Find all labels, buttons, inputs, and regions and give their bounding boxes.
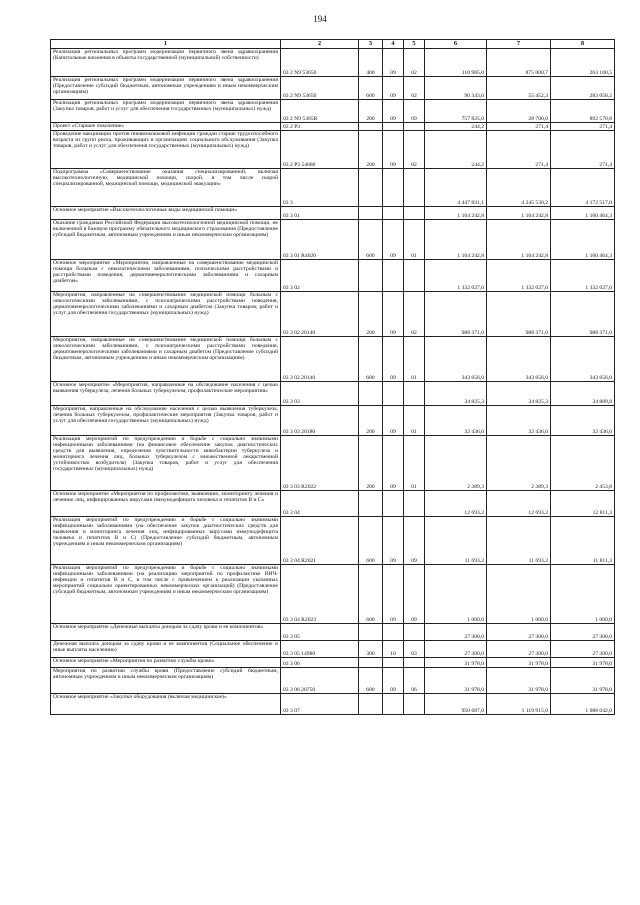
header-cell: 2 bbox=[281, 40, 359, 49]
row-code-cell: 03 3 02 20140 bbox=[281, 337, 359, 382]
row-rz-cell: 09 bbox=[383, 77, 404, 100]
row-amount-2022-cell: 1 160 464,3 bbox=[551, 207, 615, 220]
row-amount-2020-cell: 343 656,0 bbox=[425, 337, 487, 382]
row-rz-cell: 09 bbox=[383, 337, 404, 382]
row-pr-cell bbox=[404, 491, 425, 517]
table-row bbox=[51, 77, 615, 100]
row-rz-cell: 09 bbox=[383, 436, 404, 491]
row-amount-2021-cell: 1 164 242,8 bbox=[487, 207, 551, 220]
row-amount-2020-cell: 31 978,0 bbox=[425, 658, 487, 668]
row-name-cell: Мероприятия по развитию службы крови (Предоставление субсидий бюджетным, автономным учреждениям и иным некоммерческим организациям) bbox=[51, 668, 281, 694]
row-amount-2022-cell: 1 000,0 bbox=[551, 565, 615, 624]
row-amount-2022-cell: 31 978,0 bbox=[551, 658, 615, 668]
row-name-cell: Реализация региональных программ модернизации первичного звена здравоохранения (Предоставление субсидий бюджетным, автономным учреждениям и иным некоммерческим организациям) bbox=[51, 77, 281, 100]
row-name-cell: Подпрограмма «Совершенствование оказания специализированной, включая высокотехнологичную, медицинской помощи, скорой, в том числе скорой специализированной, медицинской помощи, медицинской эвакуации» bbox=[51, 169, 281, 207]
row-pr-cell: 09 bbox=[404, 517, 425, 565]
row-code-cell: 03 2 P3 bbox=[281, 123, 359, 131]
row-vr-cell: 200 bbox=[359, 406, 383, 436]
row-pr-cell: 01 bbox=[404, 220, 425, 260]
row-amount-2020-cell: 950 687,0 bbox=[425, 694, 487, 715]
row-vr-cell bbox=[359, 491, 383, 517]
row-pr-cell: 09 bbox=[404, 565, 425, 624]
row-vr-cell: 600 bbox=[359, 220, 383, 260]
row-amount-2021-cell: 11 693,2 bbox=[487, 517, 551, 565]
row-amount-2021-cell: 27 300,0 bbox=[487, 641, 551, 658]
row-code-cell: 03 3 bbox=[281, 169, 359, 207]
row-vr-cell: 300 bbox=[359, 641, 383, 658]
row-amount-2021-cell: 28 700,0 bbox=[487, 100, 551, 123]
row-pr-cell: 01 bbox=[404, 436, 425, 491]
row-vr-cell bbox=[359, 694, 383, 715]
row-amount-2021-cell: 32 436,0 bbox=[487, 406, 551, 436]
row-amount-2021-cell: 1 119 915,0 bbox=[487, 694, 551, 715]
row-code-cell: 03 3 07 bbox=[281, 694, 359, 715]
row-amount-2020-cell: 32 436,0 bbox=[425, 406, 487, 436]
row-rz-cell bbox=[383, 207, 404, 220]
page-number: 194 bbox=[313, 14, 327, 24]
table-row bbox=[51, 406, 615, 436]
row-name-cell: Основное мероприятие «Мероприятия по профилактике, выявлению, мониторингу лечения и лечению лиц, инфицированных вирусами иммунодефицита человека и гепатитов В и С» bbox=[51, 491, 281, 517]
row-name-cell: Основное мероприятие «Закупки оборудования (включая медицинское)» bbox=[51, 694, 281, 715]
row-vr-cell: 200 bbox=[359, 292, 383, 337]
row-vr-cell bbox=[359, 624, 383, 641]
row-rz-cell: 09 bbox=[383, 131, 404, 169]
header-cell: 7 bbox=[487, 40, 551, 49]
row-rz-cell: 09 bbox=[383, 565, 404, 624]
row-code-cell: 03 3 04 R2023 bbox=[281, 565, 359, 624]
row-vr-cell: 600 bbox=[359, 565, 383, 624]
row-amount-2021-cell: 1 332 027,0 bbox=[487, 260, 551, 292]
row-amount-2022-cell: 1 088 042,0 bbox=[551, 694, 615, 715]
row-vr-cell: 200 bbox=[359, 131, 383, 169]
row-amount-2020-cell: 2 389,3 bbox=[425, 436, 487, 491]
table-row bbox=[51, 123, 615, 131]
row-vr-cell bbox=[359, 207, 383, 220]
row-name-cell: Проведение вакцинации против пневмококковой инфекции граждан старше трудоспособного возраста из групп риска, проживающих в организациях социального обслуживания (Закупка товаров, работ и услуг для обеспечения государственных (муниципальных) нужд) bbox=[51, 131, 281, 169]
row-amount-2020-cell: 34 825,3 bbox=[425, 382, 487, 406]
header-cell: 4 bbox=[383, 40, 404, 49]
row-code-cell: 03 3 03 bbox=[281, 382, 359, 406]
row-amount-2021-cell: 12 693,2 bbox=[487, 491, 551, 517]
row-amount-2021-cell: 271,4 bbox=[487, 131, 551, 169]
row-amount-2022-cell: 343 656,0 bbox=[551, 337, 615, 382]
row-amount-2021-cell: 31 978,0 bbox=[487, 658, 551, 668]
row-name-cell: Реализация региональных программ модернизации первичного звена здравоохранения (Капитальные вложения в объекты государственной (муниципальной) собственности) bbox=[51, 49, 281, 77]
row-vr-cell bbox=[359, 123, 383, 131]
row-amount-2021-cell: 4 245 530,2 bbox=[487, 169, 551, 207]
table-row bbox=[51, 694, 615, 715]
row-name-cell: Основное мероприятие «Мероприятия, направленные на обследование населения с целью выявления туберкулеза, лечения больных туберкулезом, профилактические мероприятия» bbox=[51, 382, 281, 406]
row-name-cell: Проект «Старшее поколение» bbox=[51, 123, 281, 131]
row-amount-2022-cell: 988 371,0 bbox=[551, 292, 615, 337]
row-amount-2020-cell: 988 371,0 bbox=[425, 292, 487, 337]
row-amount-2022-cell: 12 811,3 bbox=[551, 491, 615, 517]
row-name-cell: Реализация мероприятий по предупреждению и борьбе с социально значимыми инфекционными заболеваниями (на финансовое обеспечение закупок диагностических средств для выявления, определения чувствительности микобактерии туберкулеза и мониторинга лечения лиц, больных туберкулезом с множественной лекарственной устойчивостью возбудителя) (Закупка товаров, работ и услуг для обеспечения государственных (муниципальных) нужд) bbox=[51, 436, 281, 491]
row-amount-2020-cell: 1 164 242,8 bbox=[425, 220, 487, 260]
row-amount-2020-cell: 1 000,0 bbox=[425, 565, 487, 624]
table-header-row bbox=[51, 40, 615, 49]
row-pr-cell bbox=[404, 169, 425, 207]
row-amount-2022-cell: 32 436,0 bbox=[551, 406, 615, 436]
table-row bbox=[51, 207, 615, 220]
table-row bbox=[51, 100, 615, 123]
row-pr-cell: 03 bbox=[404, 641, 425, 658]
row-name-cell: Основное мероприятие «Мероприятия, направленные на совершенствование медицинской помощи больным с онкологическими заболеваниями, психическими расстройствами и расстройствами поведения, дерматовенерологическими заболеваниями и сахарным диабетом» bbox=[51, 260, 281, 292]
row-code-cell: 03 2 N9 5365R bbox=[281, 100, 359, 123]
row-code-cell: 03 3 01 R4020 bbox=[281, 220, 359, 260]
row-amount-2022-cell: 1 160 464,3 bbox=[551, 220, 615, 260]
row-name-cell: Основное мероприятие «Высокотехнологичные виды медицинской помощи» bbox=[51, 207, 281, 220]
row-code-cell: 03 3 05 bbox=[281, 624, 359, 641]
header-cell: 3 bbox=[359, 40, 383, 49]
row-pr-cell: 06 bbox=[404, 668, 425, 694]
row-amount-2020-cell: 12 693,2 bbox=[425, 491, 487, 517]
row-amount-2021-cell: 343 656,0 bbox=[487, 337, 551, 382]
table-row bbox=[51, 565, 615, 624]
row-rz-cell bbox=[383, 658, 404, 668]
row-pr-cell bbox=[404, 207, 425, 220]
row-amount-2022-cell: 283 058,2 bbox=[551, 77, 615, 100]
header-cell: 8 bbox=[551, 40, 615, 49]
row-amount-2020-cell: 110 985,0 bbox=[425, 49, 487, 77]
row-amount-2020-cell: 757 825,0 bbox=[425, 100, 487, 123]
row-vr-cell: 600 bbox=[359, 668, 383, 694]
row-name-cell: Мероприятия, направленные на обследование населения с целью выявления туберкулеза, лечения больных туберкулезом, профилактические мероприятия (Закупка товаров, работ и услуг для обеспечения государственных (муниципальных) нужд) bbox=[51, 406, 281, 436]
row-pr-cell bbox=[404, 260, 425, 292]
row-amount-2020-cell: 4 447 831,1 bbox=[425, 169, 487, 207]
row-code-cell: 03 3 02 bbox=[281, 260, 359, 292]
header-cell: 1 bbox=[51, 40, 281, 49]
row-name-cell: Оказание гражданам Российской Федерации высокотехнологичной медицинской помощи, не включенной в базовую программу обязательного медицинского страхования (Предоставление субсидий бюджетным, автономным учреждениям и иным некоммерческим организациям) bbox=[51, 220, 281, 260]
row-rz-cell bbox=[383, 382, 404, 406]
table-row bbox=[51, 337, 615, 382]
row-name-cell: Мероприятия, направленные на совершенствование медицинской помощи больным с онкологическими заболеваниями, с психиатрическими расстройствами поведения, дерматовенерологическими заболеваниями и сахарным диабетом (Предоставление субсидий бюджетным, автономным учреждениям и иным некоммерческим организациям) bbox=[51, 337, 281, 382]
table-row bbox=[51, 131, 615, 169]
row-vr-cell: 600 bbox=[359, 337, 383, 382]
row-vr-cell: 400 bbox=[359, 49, 383, 77]
row-pr-cell bbox=[404, 658, 425, 668]
row-amount-2020-cell: 27 300,0 bbox=[425, 641, 487, 658]
row-pr-cell: 02 bbox=[404, 131, 425, 169]
row-pr-cell: 09 bbox=[404, 100, 425, 123]
row-rz-cell bbox=[383, 624, 404, 641]
row-amount-2022-cell: 27 300,0 bbox=[551, 624, 615, 641]
table-row bbox=[51, 169, 615, 207]
row-amount-2022-cell: 263 100,5 bbox=[551, 49, 615, 77]
row-vr-cell: 600 bbox=[359, 77, 383, 100]
row-pr-cell bbox=[404, 123, 425, 131]
row-amount-2020-cell: 11 693,2 bbox=[425, 517, 487, 565]
row-vr-cell: 600 bbox=[359, 517, 383, 565]
row-rz-cell bbox=[383, 491, 404, 517]
row-amount-2022-cell: 1 332 027,0 bbox=[551, 260, 615, 292]
row-rz-cell bbox=[383, 123, 404, 131]
row-rz-cell: 09 bbox=[383, 220, 404, 260]
row-rz-cell: 10 bbox=[383, 641, 404, 658]
row-amount-2022-cell: 2 453,8 bbox=[551, 436, 615, 491]
row-vr-cell bbox=[359, 169, 383, 207]
row-rz-cell: 09 bbox=[383, 406, 404, 436]
row-pr-cell: 01 bbox=[404, 337, 425, 382]
row-amount-2021-cell: 1 000,0 bbox=[487, 565, 551, 624]
row-vr-cell: 200 bbox=[359, 436, 383, 491]
row-code-cell: 03 3 03 20180 bbox=[281, 406, 359, 436]
row-amount-2022-cell: 271,4 bbox=[551, 123, 615, 131]
row-amount-2020-cell: 90 343,0 bbox=[425, 77, 487, 100]
row-code-cell: 03 3 04 R2021 bbox=[281, 517, 359, 565]
row-code-cell: 03 3 05 14980 bbox=[281, 641, 359, 658]
row-amount-2022-cell: 892 570,8 bbox=[551, 100, 615, 123]
table-row bbox=[51, 517, 615, 565]
table-row bbox=[51, 220, 615, 260]
row-amount-2022-cell: 271,4 bbox=[551, 131, 615, 169]
row-amount-2022-cell: 34 889,8 bbox=[551, 382, 615, 406]
table-row bbox=[51, 260, 615, 292]
row-amount-2020-cell: 27 300,0 bbox=[425, 624, 487, 641]
row-pr-cell bbox=[404, 624, 425, 641]
row-amount-2021-cell: 271,4 bbox=[487, 123, 551, 131]
row-rz-cell: 09 bbox=[383, 517, 404, 565]
row-vr-cell bbox=[359, 382, 383, 406]
row-rz-cell bbox=[383, 260, 404, 292]
row-name-cell: Денежная выплата донорам за сдачу крови и ее компонентов (Социальное обеспечение и иные выплаты населению) bbox=[51, 641, 281, 658]
row-rz-cell bbox=[383, 169, 404, 207]
row-rz-cell: 09 bbox=[383, 292, 404, 337]
row-amount-2022-cell: 31 978,0 bbox=[551, 668, 615, 694]
table-row bbox=[51, 292, 615, 337]
row-amount-2020-cell: 244,2 bbox=[425, 131, 487, 169]
row-amount-2021-cell: 1 164 242,8 bbox=[487, 220, 551, 260]
row-pr-cell: 02 bbox=[404, 292, 425, 337]
row-amount-2021-cell: 34 825,3 bbox=[487, 382, 551, 406]
row-pr-cell bbox=[404, 382, 425, 406]
row-amount-2021-cell: 27 300,0 bbox=[487, 624, 551, 641]
row-name-cell: Мероприятия, направленные на совершенствование медицинской помощи больным с онкологическими заболеваниями, с психиатрическими расстройствами поведения, дерматовенерологическими заболеваниями и сахарным диабетом (Закупка товаров, работ и услуг для обеспечения государственных (муниципальных) нужд) bbox=[51, 292, 281, 337]
table-row bbox=[51, 668, 615, 694]
row-amount-2021-cell: 2 389,3 bbox=[487, 436, 551, 491]
row-amount-2020-cell: 31 978,0 bbox=[425, 668, 487, 694]
row-code-cell: 03 2 N9 53650 bbox=[281, 49, 359, 77]
row-name-cell: Реализация мероприятий по предупреждению и борьбе с социально значимыми инфекционными заболеваниями (на обеспечение закупок диагностических средств для выявления и мониторинга лечения лиц, инфицированных вирусами иммунодефицита человека и гепатитов В и С) (Предоставление субсидий бюджетным, автономным учреждениям и иным некоммерческим организациям) bbox=[51, 517, 281, 565]
row-amount-2021-cell: 31 978,0 bbox=[487, 668, 551, 694]
row-rz-cell bbox=[383, 694, 404, 715]
row-name-cell: Реализация мероприятий по предупреждению и борьбе с социально значимыми инфекционными заболеваниями (на реализацию мероприятий по профилактике ВИЧ-инфекции и гепатитов В и С, в том числе с привлечением к реализации указанных мероприятий социально ориентированных некоммерческих организаций) (Предоставление субсидий бюджетным, автономным учреждениям и иным некоммерческим организациям) bbox=[51, 565, 281, 624]
row-amount-2022-cell: 27 300,0 bbox=[551, 641, 615, 658]
table-row bbox=[51, 436, 615, 491]
table-row bbox=[51, 658, 615, 668]
row-pr-cell bbox=[404, 694, 425, 715]
row-name-cell: Реализация региональных программ модернизации первичного звена здравоохранения (Закупка товаров, работ и услуг для обеспечения государственных (муниципальных) нужд) bbox=[51, 100, 281, 123]
row-amount-2021-cell: 55 452,3 bbox=[487, 77, 551, 100]
row-vr-cell: 200 bbox=[359, 100, 383, 123]
row-code-cell: 03 3 02 20140 bbox=[281, 292, 359, 337]
row-code-cell: 03 3 01 bbox=[281, 207, 359, 220]
table-row bbox=[51, 382, 615, 406]
row-amount-2022-cell: 4 172 517,0 bbox=[551, 169, 615, 207]
row-code-cell: 03 2 P3 54680 bbox=[281, 131, 359, 169]
row-code-cell: 03 3 06 20750 bbox=[281, 668, 359, 694]
row-amount-2022-cell: 11 811,3 bbox=[551, 517, 615, 565]
row-amount-2020-cell: 1 164 242,8 bbox=[425, 207, 487, 220]
row-name-cell: Основное мероприятие «Мероприятия по развитию службы крови» bbox=[51, 658, 281, 668]
row-amount-2021-cell: 988 371,0 bbox=[487, 292, 551, 337]
row-rz-cell: 09 bbox=[383, 49, 404, 77]
row-amount-2021-cell: 875 000,7 bbox=[487, 49, 551, 77]
table-row bbox=[51, 49, 615, 77]
row-code-cell: 03 2 N9 53650 bbox=[281, 77, 359, 100]
row-code-cell: 03 3 04 bbox=[281, 491, 359, 517]
budget-table bbox=[50, 39, 615, 715]
header-cell: 6 bbox=[425, 40, 487, 49]
row-vr-cell bbox=[359, 260, 383, 292]
row-amount-2020-cell: 1 332 027,0 bbox=[425, 260, 487, 292]
row-code-cell: 03 3 03 R2022 bbox=[281, 436, 359, 491]
row-vr-cell bbox=[359, 658, 383, 668]
row-pr-cell: 02 bbox=[404, 49, 425, 77]
table-row bbox=[51, 491, 615, 517]
row-amount-2020-cell: 244,2 bbox=[425, 123, 487, 131]
row-rz-cell: 09 bbox=[383, 100, 404, 123]
table-row bbox=[51, 624, 615, 641]
row-pr-cell: 01 bbox=[404, 406, 425, 436]
row-code-cell: 03 3 06 bbox=[281, 658, 359, 668]
table-row bbox=[51, 641, 615, 658]
row-name-cell: Основное мероприятие «Денежные выплаты донорам за сдачу крови и ее компонентов» bbox=[51, 624, 281, 641]
row-rz-cell: 09 bbox=[383, 668, 404, 694]
row-pr-cell: 02 bbox=[404, 77, 425, 100]
header-cell: 5 bbox=[404, 40, 425, 49]
